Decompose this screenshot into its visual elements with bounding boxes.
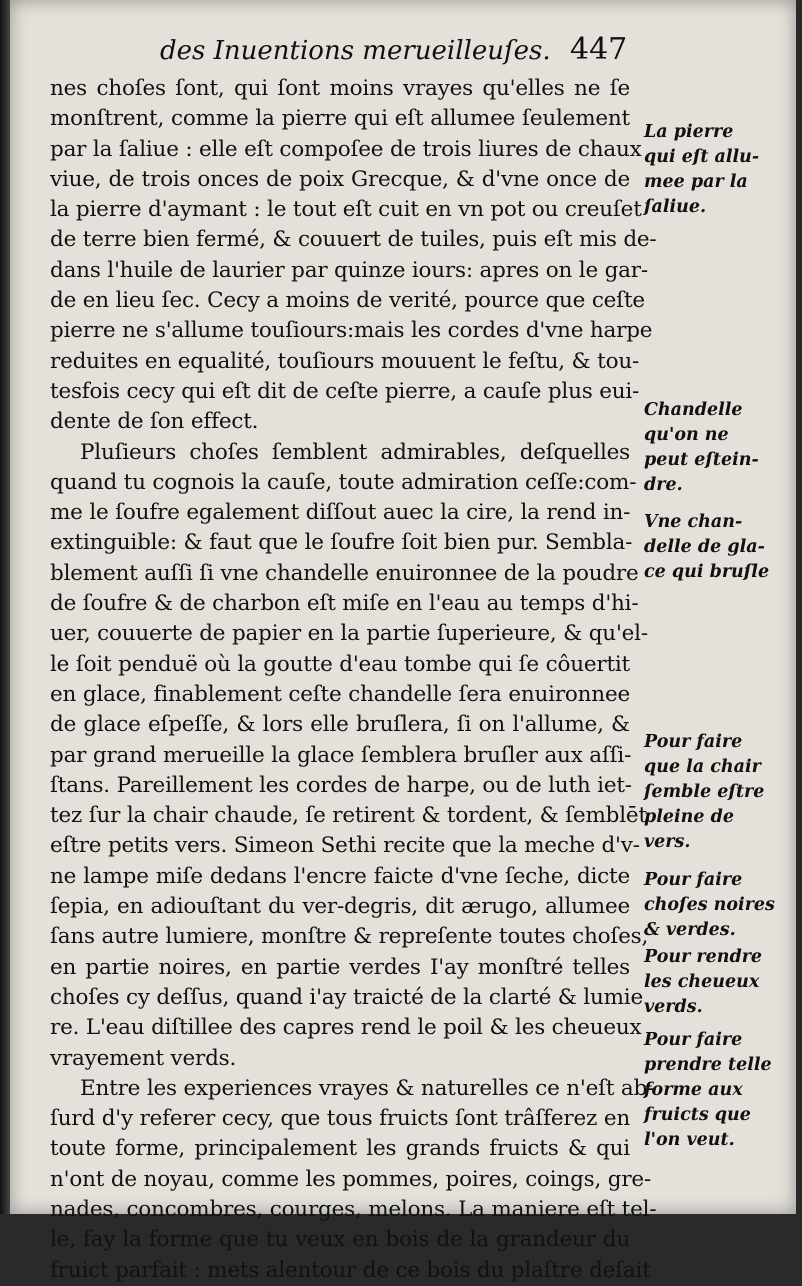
side-note-line: qu'on ne — [644, 425, 729, 445]
side-note-line: verds. — [644, 997, 703, 1017]
text-line: par grand merueille la glace ſemblera bruſler aux aſſi- — [50, 742, 632, 768]
side-note-line: mee par la — [644, 172, 748, 192]
text-line: ſans autre lumiere, monſtre & repreſente toutes choſes, — [50, 924, 649, 950]
side-note-line: prendre telle — [644, 1055, 772, 1075]
text-line: quand tu cognois la cauſe, toute admiration ceſſe:com- — [50, 469, 637, 495]
text-line: eſtre petits vers. Simeon Sethi recite que la meche d'v- — [50, 833, 640, 859]
side-note-4 — [644, 730, 802, 855]
text-line: uer, couuerte de papier en la partie ſuperieure, & qu'el- — [50, 621, 648, 647]
main-text — [50, 74, 657, 1286]
page-header — [160, 32, 640, 72]
text-line: ne lampe miſe dedans l'encre faicte d'vne ſeche, dicte — [50, 863, 630, 889]
text-line: la pierre d'aymant : le tout eſt cuit en vn pot ou creuſet — [50, 197, 642, 223]
text-line: toute forme, principalement les grands fruicts & qui — [50, 1136, 630, 1162]
page-gutter-shadow — [0, 0, 10, 1214]
text-line: ſtans. Pareillement les cordes de harpe, ou de luth iet- — [50, 772, 632, 798]
text-line: en partie noires, en partie verdes I'ay monſtré telles — [50, 954, 630, 980]
side-note-7 — [644, 1028, 802, 1153]
text-line: en glace, finablement ceſte chandelle ſera enuironnee — [50, 681, 630, 707]
side-note-line: vers. — [644, 832, 691, 852]
running-head: des Inuentions merueilleuſes. — [160, 36, 551, 66]
text-line: par la ſaliue : elle eſt compoſee de trois liures de chaux — [50, 136, 642, 162]
text-line: me le ſoufre egalement diſſout auec la cire, la rend in- — [50, 500, 631, 526]
text-line: n'ont de noyau, comme les pommes, poires, coings, gre- — [50, 1166, 651, 1192]
side-note-line: que la chair — [644, 757, 761, 777]
side-note-line: peut eſtein- — [644, 450, 759, 470]
text-line: Entre les experiences vrayes & naturelles ce n'eſt ab- — [80, 1075, 655, 1101]
side-note-line: & verdes. — [644, 920, 736, 940]
side-note-line: qui eſt allu- — [644, 147, 760, 167]
side-note-line: l'on veut. — [644, 1130, 735, 1150]
text-line: le ſoit penduë où la goutte d'eau tombe qui ſe côuertit — [50, 651, 630, 677]
text-line: de en lieu ſec. Cecy a moins de verité, pource que ceſte — [50, 288, 645, 314]
text-line: dans l'huile de laurier par quinze iours: apres on le gar- — [50, 257, 648, 283]
text-line: blement auſſi ſi vne chandelle enuironnee de la poudre — [50, 560, 639, 586]
side-note-line: Chandelle — [644, 400, 743, 420]
text-line: extinguible: & faut que le ſoufre ſoit bien pur. Sembla- — [50, 530, 633, 556]
side-note-line: delle de gla- — [644, 537, 765, 557]
text-line: dente de ſon effect. — [50, 409, 259, 435]
text-line: de terre bien fermé, & couuert de tuiles, puis eſt mis de- — [50, 227, 657, 253]
side-note-line: Vne chan- — [644, 512, 743, 532]
text-line: monſtrent, comme la pierre qui eſt allumee ſeulement — [50, 106, 630, 132]
side-note-line: Pour faire — [644, 732, 743, 752]
side-note-line: dre. — [644, 475, 683, 495]
text-line: ſepia, en adiouſtant du ver-degris, dit ærugo, allumee — [50, 894, 630, 920]
text-line: nades, concombres, courges, melons. La maniere eſt tel- — [50, 1196, 657, 1222]
text-line: pierre ne s'allume touſiours:mais les cordes d'vne harpe — [50, 318, 653, 344]
side-note-line: ſaliue. — [644, 197, 707, 217]
text-line: de ſoufre & de charbon eſt miſe en l'eau au temps d'hi- — [50, 591, 639, 617]
text-line: de glace eſpeſſe, & lors elle bruſlera, ſi on l'allume, & — [50, 712, 630, 738]
side-note-line: Pour faire — [644, 870, 743, 890]
side-note-3 — [644, 510, 802, 585]
text-line: reduites en equalité, touſiours mouuent le feſtu, & tou- — [50, 348, 640, 374]
text-line: le, fay la forme que tu veux en bois de la grandeur du — [50, 1227, 630, 1253]
side-note-6 — [644, 945, 802, 1020]
page-number: 447 — [570, 32, 628, 67]
side-note-line: La pierre — [644, 122, 734, 142]
book-page — [10, 0, 796, 1283]
side-note-line: fruicts que — [644, 1105, 751, 1125]
side-note-line: les cheueux — [644, 972, 760, 992]
text-line: nes choſes ſont, qui ſont moins vrayes qu'elles ne ſe — [50, 76, 630, 101]
text-line: viue, de trois onces de poix Grecque, & d'vne once de — [50, 166, 630, 192]
side-note-line: ce qui bruſle — [644, 562, 770, 582]
side-note-line: forme aux — [644, 1080, 743, 1100]
text-line: vrayement verds. — [50, 1045, 237, 1071]
text-line: fruict parfait : mets alentour de ce bois du plaſtre deſait — [50, 1257, 651, 1283]
side-note-line: Pour faire — [644, 1030, 743, 1050]
side-note-5 — [644, 868, 802, 943]
side-note-line: ſemble eſtre — [644, 782, 765, 802]
text-line: tesfois cecy qui eſt dit de ceſte pierre, a cauſe plus eui- — [50, 378, 640, 404]
text-line: tez ſur la chair chaude, ſe retirent & tordent, & ſemblēt — [50, 803, 647, 829]
side-note-2 — [644, 398, 802, 498]
text-line: choſes cy deſſus, quand i'ay traicté de la clarté & lumie — [50, 984, 644, 1010]
text-line: re. L'eau diſtillee des capres rend le poil & les cheueux — [50, 1015, 642, 1041]
text-line: Pluſieurs choſes ſemblent admirables, deſquelles — [80, 439, 630, 465]
side-note-line: pleine de — [644, 807, 734, 827]
text-line: ſurd d'y referer cecy, que tous fruicts ſont trâſferez en — [50, 1106, 630, 1132]
side-note-line: choſes noires — [644, 895, 775, 915]
side-note-1 — [644, 120, 802, 220]
side-note-line: Pour rendre — [644, 947, 763, 967]
